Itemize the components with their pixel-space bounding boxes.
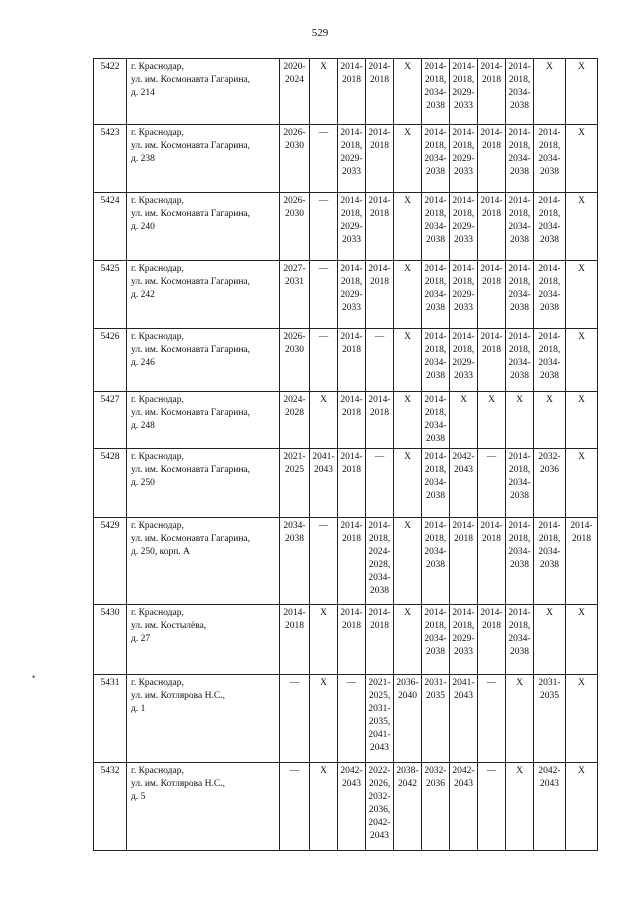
period-cell: Х: [534, 59, 566, 125]
address-cell: г. Краснодар, ул. им. Космонавта Гагарина, д. 242: [127, 261, 280, 329]
period-cell: 2014- 2018, 2034- 2038: [534, 329, 566, 392]
table-row: [94, 518, 598, 605]
period-cell: 2014- 2018, 2029- 2033: [338, 125, 366, 193]
period-cell: 2042- 2043: [450, 763, 478, 851]
period-cell: 2014- 2018: [478, 518, 506, 605]
row-number: 5431: [94, 675, 127, 763]
period-cell: Х: [310, 392, 338, 449]
period-cell: 2024- 2028: [280, 392, 310, 449]
period-cell: 2014- 2018, 2034- 2038: [422, 605, 450, 675]
row-number: 5422: [94, 59, 127, 125]
period-cell: 2014- 2018, 2024- 2028, 2034- 2038: [366, 518, 394, 605]
period-cell: 2014- 2018: [280, 605, 310, 675]
period-cell: 2038- 2042: [394, 763, 422, 851]
period-cell: 2014- 2018: [450, 518, 478, 605]
period-cell: —: [280, 675, 310, 763]
address-cell: г. Краснодар, ул. им. Космонавта Гагарина, д. 240: [127, 193, 280, 261]
period-cell: Х: [394, 605, 422, 675]
period-cell: 2014- 2018, 2034- 2038: [422, 392, 450, 449]
address-cell: г. Краснодар, ул. им. Космонавта Гагарина, д. 250, корп. А: [127, 518, 280, 605]
period-cell: 2027- 2031: [280, 261, 310, 329]
period-cell: 2014- 2018: [478, 605, 506, 675]
period-cell: 2014- 2018, 2034- 2038: [534, 125, 566, 193]
period-cell: 2014- 2018, 2029- 2033: [338, 193, 366, 261]
period-cell: 2014- 2018: [478, 261, 506, 329]
row-number: 5429: [94, 518, 127, 605]
period-cell: Х: [506, 392, 534, 449]
period-cell: 2014- 2018, 2034- 2038: [506, 261, 534, 329]
period-cell: 2014- 2018, 2029- 2033: [450, 59, 478, 125]
period-cell: Х: [566, 261, 598, 329]
period-cell: 2014- 2018, 2029- 2033: [450, 193, 478, 261]
period-cell: Х: [506, 675, 534, 763]
period-cell: Х: [394, 193, 422, 261]
period-cell: 2031- 2035: [422, 675, 450, 763]
period-cell: Х: [394, 59, 422, 125]
period-cell: 2014- 2018: [338, 518, 366, 605]
table-row: [94, 261, 598, 329]
table-row: [94, 59, 598, 125]
period-cell: 2041- 2043: [450, 675, 478, 763]
table-row: [94, 449, 598, 518]
table-row: [94, 125, 598, 193]
period-cell: Х: [394, 392, 422, 449]
period-cell: 2021- 2025: [280, 449, 310, 518]
period-cell: —: [310, 518, 338, 605]
period-cell: Х: [566, 59, 598, 125]
period-cell: Х: [506, 763, 534, 851]
period-cell: —: [478, 763, 506, 851]
period-cell: Х: [394, 518, 422, 605]
period-cell: 2014- 2018: [366, 605, 394, 675]
period-cell: Х: [394, 449, 422, 518]
period-cell: 2014- 2018, 2034- 2038: [422, 518, 450, 605]
period-cell: 2014- 2018: [366, 193, 394, 261]
table-row: [94, 763, 598, 851]
period-cell: 2014- 2018, 2034- 2038: [534, 193, 566, 261]
period-cell: 2022- 2026, 2032- 2036, 2042- 2043: [366, 763, 394, 851]
period-cell: 2014- 2018, 2034- 2038: [506, 59, 534, 125]
period-cell: 2014- 2018: [478, 125, 506, 193]
period-cell: 2026- 2030: [280, 125, 310, 193]
period-cell: 2014- 2018: [338, 605, 366, 675]
period-cell: Х: [534, 605, 566, 675]
period-cell: —: [366, 449, 394, 518]
period-cell: —: [310, 125, 338, 193]
period-cell: 2032- 2036: [534, 449, 566, 518]
period-cell: 2014- 2018: [478, 59, 506, 125]
address-cell: г. Краснодар, ул. им. Космонавта Гагарина, д. 238: [127, 125, 280, 193]
period-cell: Х: [394, 329, 422, 392]
table-row: [94, 329, 598, 392]
period-cell: 2014- 2018, 2034- 2038: [422, 59, 450, 125]
period-cell: Х: [566, 193, 598, 261]
period-cell: 2014- 2018, 2034- 2038: [422, 261, 450, 329]
period-cell: —: [478, 675, 506, 763]
period-cell: 2042- 2043: [534, 763, 566, 851]
period-cell: 2014- 2018: [366, 125, 394, 193]
period-cell: Х: [394, 125, 422, 193]
period-cell: 2014- 2018, 2034- 2038: [422, 125, 450, 193]
period-cell: 2014- 2018, 2029- 2033: [450, 261, 478, 329]
address-cell: г. Краснодар, ул. им. Костылёва, д. 27: [127, 605, 280, 675]
period-cell: —: [338, 675, 366, 763]
address-cell: г. Краснодар, ул. им. Космонавта Гагарина, д. 250: [127, 449, 280, 518]
period-cell: 2036- 2040: [394, 675, 422, 763]
address-cell: г. Краснодар, ул. им. Космонавта Гагарина, д. 246: [127, 329, 280, 392]
period-cell: 2041- 2043: [310, 449, 338, 518]
period-cell: 2014- 2018, 2034- 2038: [422, 449, 450, 518]
scan-artifact: •: [32, 672, 36, 682]
page-number: 529: [311, 27, 329, 39]
period-cell: Х: [310, 59, 338, 125]
period-cell: 2014- 2018: [478, 193, 506, 261]
period-cell: 2014- 2018, 2034- 2038: [506, 329, 534, 392]
period-cell: 2014- 2018, 2034- 2038: [534, 261, 566, 329]
period-cell: 2014- 2018: [338, 392, 366, 449]
period-cell: 2042- 2043: [338, 763, 366, 851]
row-number: 5432: [94, 763, 127, 851]
table-row: [94, 193, 598, 261]
period-cell: 2014- 2018, 2034- 2038: [506, 605, 534, 675]
period-cell: 2014- 2018, 2034- 2038: [534, 518, 566, 605]
period-cell: Х: [566, 392, 598, 449]
period-cell: Х: [450, 392, 478, 449]
period-cell: Х: [566, 675, 598, 763]
period-cell: Х: [566, 605, 598, 675]
period-cell: 2021- 2025, 2031- 2035, 2041- 2043: [366, 675, 394, 763]
period-cell: Х: [394, 261, 422, 329]
row-number: 5426: [94, 329, 127, 392]
period-cell: 2014- 2018: [566, 518, 598, 605]
period-cell: Х: [566, 763, 598, 851]
period-cell: Х: [310, 763, 338, 851]
period-cell: 2014- 2018, 2034- 2038: [506, 125, 534, 193]
period-cell: Х: [310, 605, 338, 675]
row-number: 5425: [94, 261, 127, 329]
address-cell: г. Краснодар, ул. им. Космонавта Гагарина, д. 214: [127, 59, 280, 125]
table-row: [94, 605, 598, 675]
period-cell: —: [310, 193, 338, 261]
period-cell: 2014- 2018, 2034- 2038: [506, 449, 534, 518]
period-cell: 2014- 2018: [338, 449, 366, 518]
row-number: 5427: [94, 392, 127, 449]
period-cell: 2014- 2018: [366, 59, 394, 125]
period-cell: 2020- 2024: [280, 59, 310, 125]
period-cell: 2026- 2030: [280, 329, 310, 392]
period-cell: 2014- 2018: [366, 261, 394, 329]
period-cell: 2042- 2043: [450, 449, 478, 518]
period-cell: 2014- 2018, 2029- 2033: [338, 261, 366, 329]
period-cell: —: [478, 449, 506, 518]
schedule-table: [93, 58, 598, 851]
address-cell: г. Краснодар, ул. им. Котлярова Н.С., д. 1: [127, 675, 280, 763]
period-cell: 2014- 2018: [366, 392, 394, 449]
period-cell: 2014- 2018, 2029- 2033: [450, 605, 478, 675]
address-cell: г. Краснодар, ул. им. Космонавта Гагарина, д. 248: [127, 392, 280, 449]
period-cell: 2014- 2018: [338, 59, 366, 125]
period-cell: —: [280, 763, 310, 851]
period-cell: Х: [566, 449, 598, 518]
period-cell: —: [310, 261, 338, 329]
period-cell: 2026- 2030: [280, 193, 310, 261]
period-cell: 2014- 2018, 2034- 2038: [506, 518, 534, 605]
address-cell: г. Краснодар, ул. им. Котлярова Н.С., д. 5: [127, 763, 280, 851]
period-cell: 2014- 2018: [478, 329, 506, 392]
period-cell: —: [366, 329, 394, 392]
period-cell: Х: [566, 329, 598, 392]
period-cell: 2014- 2018, 2034- 2038: [422, 193, 450, 261]
period-cell: 2034- 2038: [280, 518, 310, 605]
period-cell: 2014- 2018, 2029- 2033: [450, 125, 478, 193]
period-cell: 2014- 2018: [338, 329, 366, 392]
row-number: 5428: [94, 449, 127, 518]
table-row: [94, 392, 598, 449]
table-row: [94, 675, 598, 763]
row-number: 5423: [94, 125, 127, 193]
row-number: 5430: [94, 605, 127, 675]
period-cell: 2031- 2035: [534, 675, 566, 763]
row-number: 5424: [94, 193, 127, 261]
period-cell: —: [310, 329, 338, 392]
period-cell: Х: [566, 125, 598, 193]
period-cell: 2014- 2018, 2034- 2038: [506, 193, 534, 261]
period-cell: Х: [534, 392, 566, 449]
period-cell: Х: [310, 675, 338, 763]
period-cell: Х: [478, 392, 506, 449]
period-cell: 2032- 2036: [422, 763, 450, 851]
period-cell: 2014- 2018, 2034- 2038: [422, 329, 450, 392]
period-cell: 2014- 2018, 2029- 2033: [450, 329, 478, 392]
